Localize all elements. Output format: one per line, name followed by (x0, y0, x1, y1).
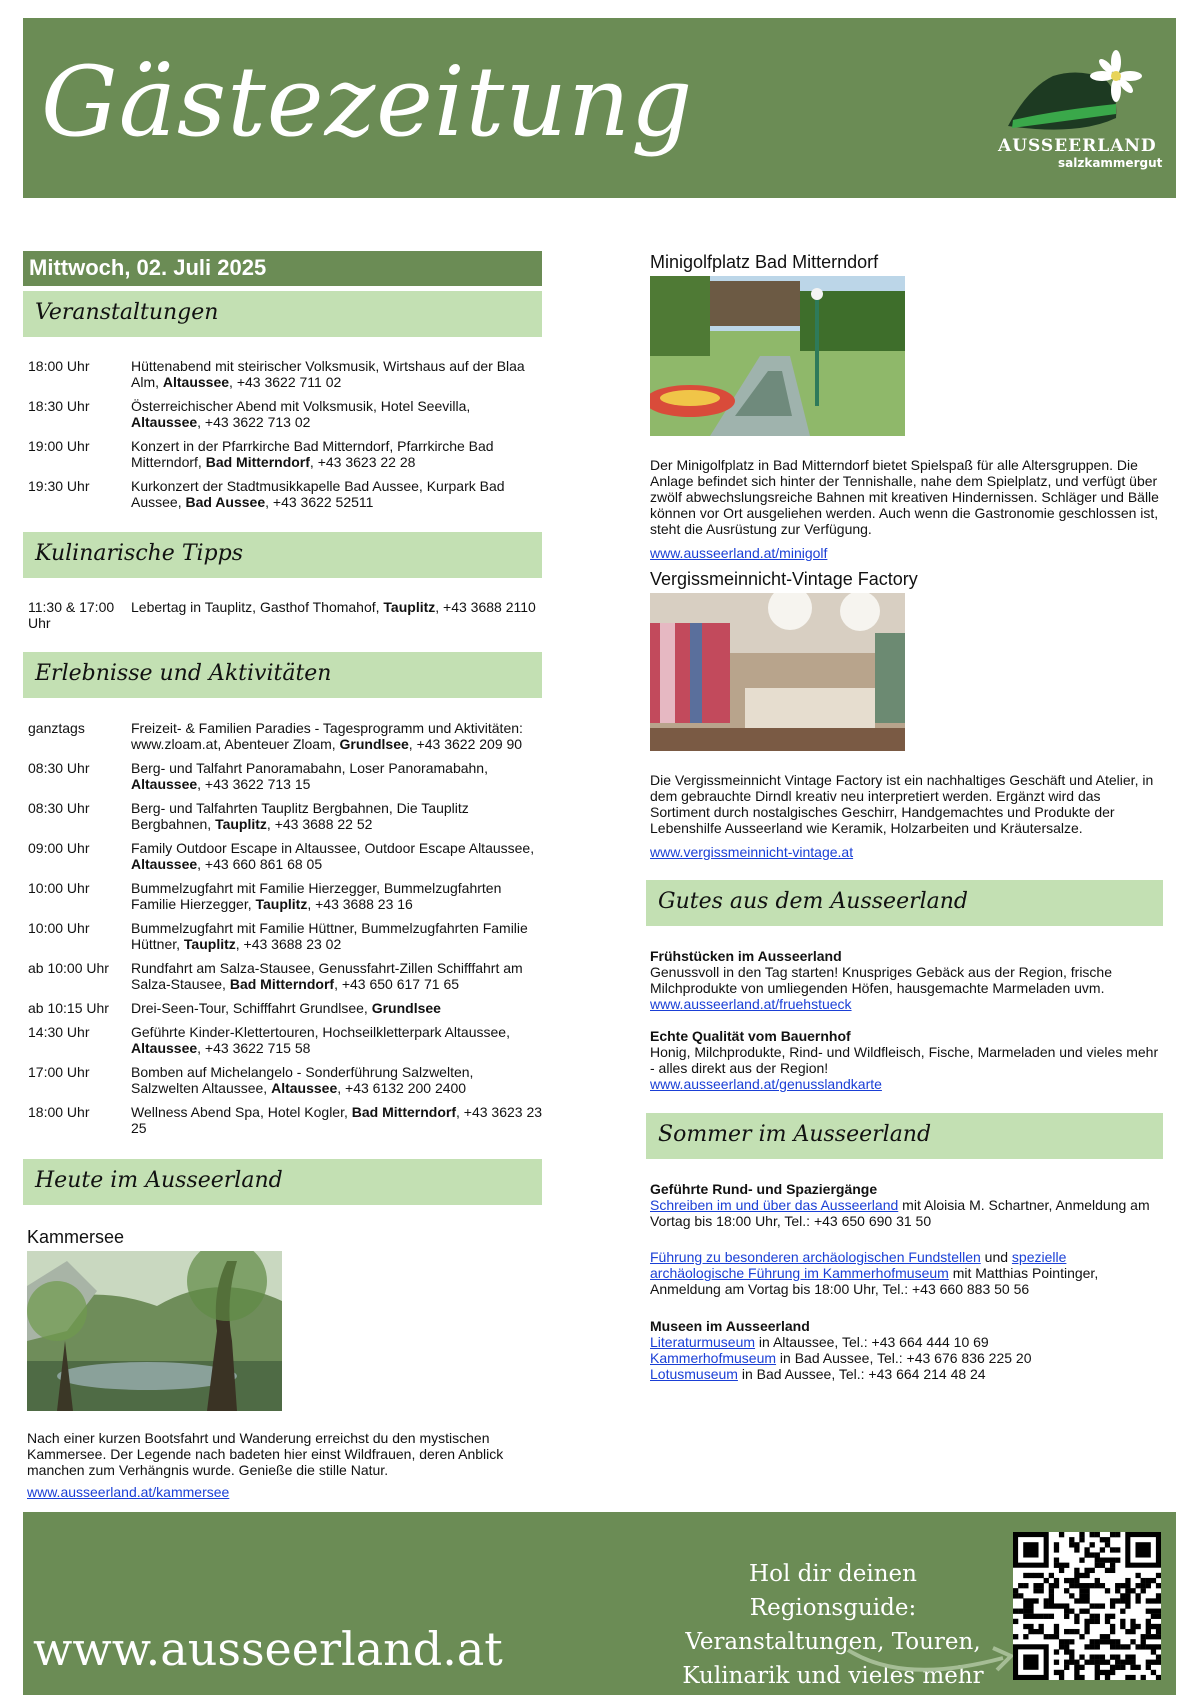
footer-website-link[interactable]: www.ausseerland.at (33, 1622, 503, 1676)
event-phone: , +43 3688 22 52 (266, 816, 373, 832)
event-time: ganztags (28, 720, 85, 736)
event-row (28, 840, 544, 872)
event-row (28, 398, 544, 430)
event-row (28, 438, 544, 470)
event-time: 10:00 Uhr (28, 920, 90, 936)
sommer-museums (650, 1318, 1160, 1382)
event-row (28, 478, 544, 510)
event-place: Altaussee (131, 856, 198, 872)
event-phone: , +43 3688 23 16 (307, 896, 413, 912)
event-phone: , +43 3688 2110 (435, 599, 536, 615)
header-banner (23, 18, 1176, 198)
event-description (131, 800, 544, 832)
qr-code[interactable] (1013, 1532, 1161, 1680)
event-description (131, 358, 544, 390)
event-place: Tauplitz (215, 816, 267, 832)
event-place: Grundlsee (371, 1000, 441, 1016)
gutes-item-link[interactable]: www.ausseerland.at/genusslandkarte (650, 1076, 882, 1092)
event-place: Altaussee (271, 1080, 338, 1096)
qr-code-icon (1013, 1532, 1161, 1680)
event-row (28, 960, 544, 992)
minigolf-text: Der Minigolfplatz in Bad Mitterndorf bietet Spielspaß für alle Altersgruppen. Die Anlage befindet sich hinter der Tennishalle, nahe dem Spielplatz, und verfügt über zwölf abwechslungsreiche Bahnen mit kreativen Hindernissen. Schläger und Bälle können vor Ort ausgeliehen werden. Auch wenn die Gastronomie geschlossen ist, steht die Ausrüstung zur Verfügung. (650, 457, 1159, 537)
event-description (131, 1000, 544, 1016)
event-row (28, 1104, 544, 1136)
gutes-item-text: Honig, Milchprodukte, Rind- und Wildfleisch, Fische, Marmeladen und vieles mehr - alles direkt aus der Region! (650, 1044, 1159, 1076)
footer-banner (23, 1512, 1176, 1695)
event-place: Tauplitz (383, 599, 436, 615)
gutes-item-bauernhof (650, 1028, 1160, 1092)
event-time: 09:00 Uhr (28, 840, 90, 856)
page-title: Gästezeitung (41, 46, 694, 158)
date-bar: Mittwoch, 02. Juli 2025 (23, 251, 542, 286)
event-row (28, 720, 544, 752)
ausseerland-logo[interactable] (998, 48, 1163, 170)
event-text: Bummelzugfahrt mit Familie Hierzegger, Bummelzugfahrten Familie Hierzegger, (131, 880, 502, 912)
event-text: Lebertag in Tauplitz, Gasthof Thomahof, (131, 599, 384, 615)
section-gutes: Gutes aus dem Ausseerland (646, 880, 1163, 926)
minigolf-title: Minigolfplatz Bad Mitterndorf (650, 252, 879, 272)
section-heute: Heute im Ausseerland (23, 1159, 542, 1205)
event-time: 18:00 Uhr (28, 358, 90, 374)
walks-title: Geführte Rund- und Spaziergänge (650, 1181, 878, 1197)
hat-icon (998, 48, 1148, 148)
event-place: Grundlsee (339, 736, 409, 752)
event-time: ab 10:15 Uhr (28, 1000, 109, 1016)
event-description (131, 438, 544, 470)
event-time: 19:00 Uhr (28, 438, 90, 454)
event-phone: , +43 3622 711 02 (229, 374, 342, 390)
event-phone: , +43 3622 713 15 (197, 776, 311, 792)
event-phone: , +43 3688 23 02 (235, 936, 342, 952)
museum-text: in Bad Aussee, Tel.: +43 664 214 48 24 (737, 1366, 986, 1382)
event-time: 14:30 Uhr (28, 1024, 90, 1040)
vintage-link[interactable]: www.vergissmeinnicht-vintage.at (650, 844, 854, 860)
event-time: 18:00 Uhr (28, 1104, 90, 1120)
walk-link[interactable]: Schreiben im und über das Ausseerland (650, 1197, 899, 1213)
event-place: Tauplitz (183, 936, 236, 952)
event-row (28, 800, 544, 832)
event-text: Family Outdoor Escape in Altaussee, Outdoor Escape Altaussee, (131, 840, 535, 856)
section-erlebnisse: Erlebnisse und Aktivitäten (23, 652, 542, 698)
event-phone: , +43 650 617 71 65 (334, 976, 460, 992)
event-text: Berg- und Talfahrt Panoramabahn, Loser Panoramabahn, (131, 760, 488, 776)
kammerhof-tour-link[interactable]: spezielle archäologische Führung im Kammerhofmuseum (650, 1249, 1067, 1281)
event-phone: , +43 3623 23 25 (131, 1104, 543, 1136)
museum-text: in Altaussee, Tel.: +43 664 444 10 69 (755, 1334, 989, 1350)
event-place: Altaussee (131, 414, 198, 430)
museum-text: in Bad Aussee, Tel.: +43 676 836 225 20 (776, 1350, 1032, 1366)
gutes-item-link[interactable]: www.ausseerland.at/fruehstueck (650, 996, 852, 1012)
vintage-photo (650, 593, 905, 751)
event-time: 18:30 Uhr (28, 398, 90, 414)
gutes-item-title: Frühstücken im Ausseerland (650, 948, 842, 964)
event-text: Hüttenabend mit steirischer Volksmusik, Wirtshaus auf der Blaa Alm, (131, 358, 525, 390)
event-text: Geführte Kinder-Klettertouren, Hochseilkletterpark Altaussee, (131, 1024, 510, 1040)
kammersee-text: Nach einer kurzen Bootsfahrt und Wanderung erreichst du den mystischen Kammersee. Der Legende nach badeten hier einst Wildfrauen, deren Anblick manchen zum Verhängnis wurde. Genieße die stille Natur. (27, 1430, 504, 1478)
event-description (131, 960, 544, 992)
walk-text: mit Aloisia M. Schartner, Anmeldung am Vortag bis 18:00 Uhr, Tel.: +43 650 690 31 50 (650, 1197, 1150, 1229)
event-description (131, 478, 544, 510)
logo-subtext: salzkammergut (1058, 156, 1163, 170)
minigolf-photo (650, 276, 905, 436)
event-description (131, 840, 544, 872)
event-description (131, 599, 544, 631)
tagline-line: Hol dir deinen Regionsguide: (749, 1561, 917, 1621)
tagline-line: Veranstaltungen, Touren, (685, 1629, 981, 1655)
event-description (131, 1064, 544, 1096)
section-sommer: Sommer im Ausseerland (646, 1113, 1163, 1159)
museum-link[interactable]: Kammerhofmuseum (650, 1350, 777, 1366)
section-kulinarik: Kulinarische Tipps (23, 532, 542, 578)
event-text: Bummelzugfahrt mit Familie Hüttner, Bummelzugfahrten Familie Hüttner, (131, 920, 528, 952)
curved-arrow-icon (843, 1640, 1023, 1680)
museum-entry (650, 1366, 1160, 1382)
event-text: Konzert in der Pfarrkirche Bad Mitterndorf, Pfarrkirche Bad Mitterndorf, (131, 438, 494, 470)
event-place: Bad Mitterndorf (351, 1104, 456, 1120)
logo-text: AUSSEERLAND (998, 136, 1157, 156)
event-description (131, 1104, 544, 1136)
event-text: Kurkonzert der Stadtmusikkapelle Bad Aussee, Kurpark Bad Aussee, (131, 478, 505, 510)
event-row (28, 880, 544, 912)
event-row (28, 920, 544, 952)
event-text: Freizeit- & Familien Paradies - Tagesprogramm und Aktivitäten: www.zloam.at, Abenteuer Zloam, (131, 720, 523, 752)
kammersee-title: Kammersee (27, 1227, 125, 1247)
sommer-walks (650, 1181, 1165, 1229)
event-place: Bad Mitterndorf (205, 454, 310, 470)
event-row (28, 358, 544, 390)
event-phone: , +43 660 861 68 05 (197, 856, 323, 872)
event-place: Altaussee (131, 776, 198, 792)
event-time: 10:00 Uhr (28, 880, 90, 896)
event-row (28, 1000, 544, 1016)
gutes-item-title: Echte Qualität vom Bauernhof (650, 1028, 851, 1044)
event-description (131, 1024, 544, 1056)
event-place: Bad Aussee (185, 494, 266, 510)
sommer-archaeology (650, 1249, 1160, 1297)
museum-entry (650, 1334, 1160, 1350)
event-description (131, 880, 544, 912)
kammersee-photo (27, 1251, 282, 1411)
event-row (28, 760, 544, 792)
event-description (131, 720, 544, 752)
section-veranstaltungen: Veranstaltungen (23, 291, 542, 337)
vintage-title: Vergissmeinnicht-Vintage Factory (650, 569, 918, 589)
event-phone: , +43 6132 200 2400 (337, 1080, 467, 1096)
event-time: 19:30 Uhr (28, 478, 90, 494)
event-description (131, 920, 544, 952)
gutes-item-text: Genussvoll in den Tag starten! Knuspriges Gebäck aus der Region, frische Milchprodukte von umliegenden Höfen, hausgemachte Marmeladen uvm. (650, 964, 1112, 996)
walk-entry (650, 1197, 1165, 1229)
event-text: Bomben auf Michelangelo - Sonderführung Salzwelten, Salzwelten Altaussee, (131, 1064, 474, 1096)
archaeology-text: mit Matthias Pointinger, Anmeldung am Vortag bis 18:00 Uhr, Tel.: +43 660 883 50 56 (650, 1265, 1099, 1297)
event-place: Altaussee (162, 374, 230, 390)
event-text: Österreichischer Abend mit Volksmusik, Hotel Seevilla, (131, 398, 471, 414)
museum-link[interactable]: Lotusmuseum (650, 1366, 738, 1382)
culinary-table (28, 599, 544, 639)
event-time: 08:30 Uhr (28, 760, 90, 776)
event-phone: , +43 3622 209 90 (408, 736, 523, 752)
vintage-text: Die Vergissmeinnicht Vintage Factory ist ein nachhaltiges Geschäft und Atelier, in dem gebrauchte Dirndl kreativ neu interpretiert werden. Ergänzt wird das Sortiment durch nostalgisches Geschirr, Handgemachtes und Produkte der Lebenshilfe Ausseerland wie Keramik, Holzarbeiten und Kräutersalze. (650, 772, 1154, 836)
archaeology-link[interactable]: Führung zu besonderen archäologischen Fundstellen (650, 1249, 981, 1265)
event-phone: , +43 3622 713 02 (197, 414, 311, 430)
event-text: Drei-Seen-Tour, Schifffahrt Grundlsee, (131, 1000, 372, 1016)
archaeology-and: und (980, 1249, 1012, 1265)
museums-title: Museen im Ausseerland (650, 1318, 810, 1334)
event-time: 11:30 & 17:00 Uhr (28, 599, 115, 631)
event-description (131, 398, 544, 430)
event-phone: , +43 3623 22 28 (309, 454, 416, 470)
minigolf-link[interactable]: www.ausseerland.at/minigolf (650, 545, 828, 561)
tagline-line: Kulinarik und vieles mehr (682, 1663, 984, 1689)
event-place: Bad Mitterndorf (229, 976, 335, 992)
event-place: Altaussee (131, 1040, 198, 1056)
event-description (131, 760, 544, 792)
event-time: ab 10:00 Uhr (28, 960, 109, 976)
event-text: Berg- und Talfahrten Tauplitz Bergbahnen, Die Tauplitz Bergbahnen, (131, 800, 469, 832)
event-row (28, 599, 544, 631)
event-phone: , +43 3622 715 58 (197, 1040, 311, 1056)
museum-entry (650, 1350, 1160, 1366)
events-table (28, 358, 544, 518)
event-time: 08:30 Uhr (28, 800, 90, 816)
event-place: Tauplitz (255, 896, 308, 912)
museum-link[interactable]: Literaturmuseum (650, 1334, 756, 1350)
event-phone: , +43 3622 52511 (265, 494, 374, 510)
event-text: Rundfahrt am Salza-Stausee, Genussfahrt-Zillen Schifffahrt am Salza-Stausee, (131, 960, 523, 992)
event-text: Wellness Abend Spa, Hotel Kogler, (131, 1104, 352, 1120)
kammersee-link[interactable]: www.ausseerland.at/kammersee (27, 1484, 230, 1500)
event-row (28, 1024, 544, 1056)
activities-table (28, 720, 544, 1144)
event-row (28, 1064, 544, 1096)
event-time: 17:00 Uhr (28, 1064, 90, 1080)
gutes-item-fruehstueck (650, 948, 1160, 1012)
